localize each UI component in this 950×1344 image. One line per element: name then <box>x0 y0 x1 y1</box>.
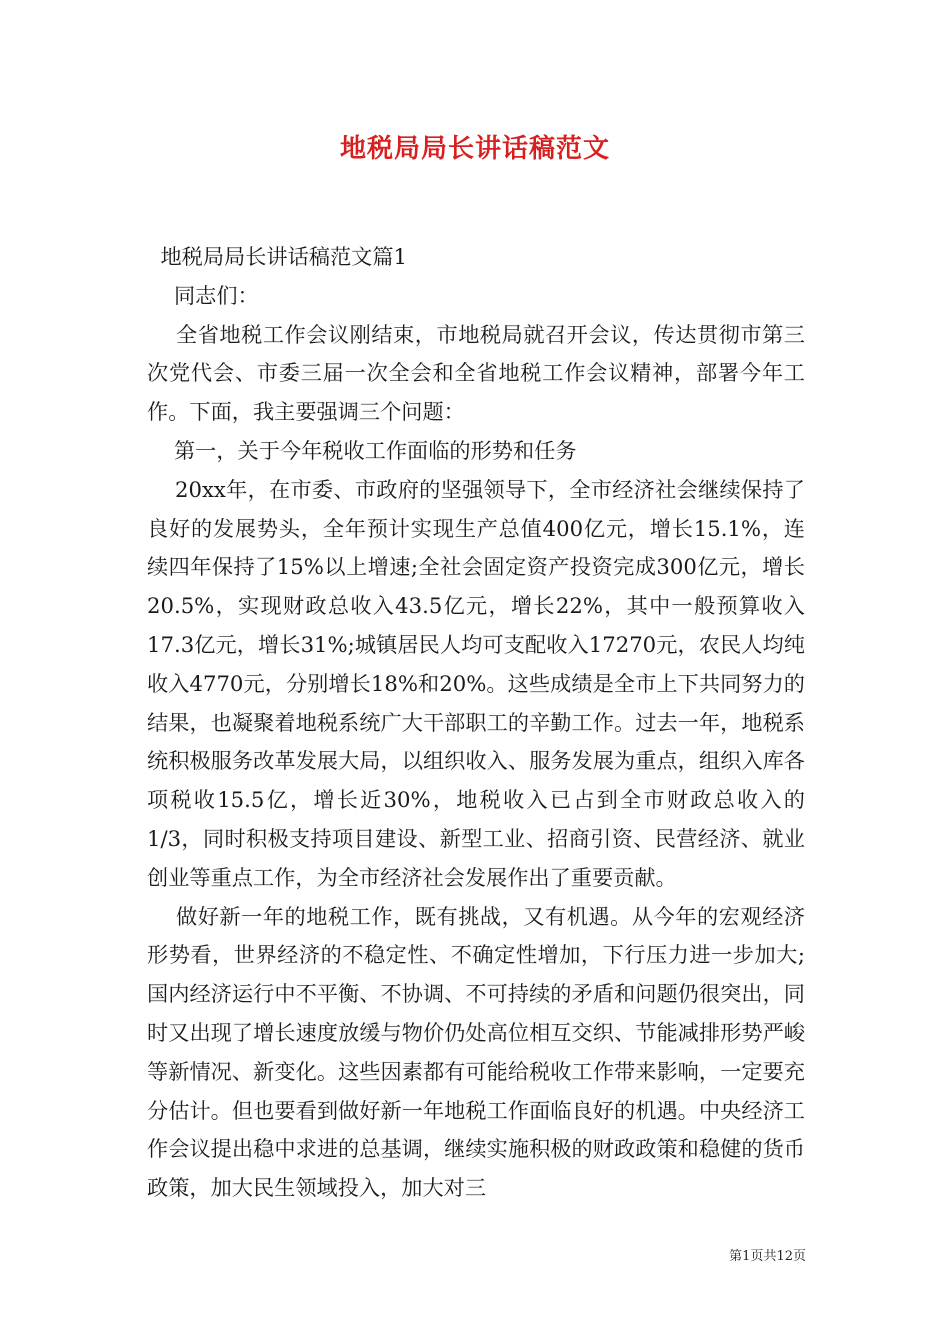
subheading: 第一，关于今年税收工作面临的形势和任务 <box>147 437 577 463</box>
paragraph: 做好新一年的地税工作，既有挑战，又有机遇。从今年的宏观经济形势看，世界经济的不稳定性、不确定性增加，下行压力进一步加大;国内经济运行中不平衡、不协调、不可持续的矛盾和问题仍很突出，同时又出现了增长速度放缓与物价仍处高位相互交织、节能减排形势严峻等新情况、新变化。这些因素都有可能给税收工作带来影响，一定要充分估计。但也要看到做好新一年地税工作面临良好的机遇。中央经济工作会议提出稳中求进的总基调，继续实施积极的财政政策和稳健的货币政策，加大民生领域投入，加大对三 <box>147 903 805 1201</box>
paragraph: 全省地税工作会议刚结束，市地税局就召开会议，传达贯彻市第三次党代会、市委三届一次全会和全省地税工作会议精神，部署今年工作。下面，我主要强调三个问题： <box>147 321 805 425</box>
document-body <box>147 238 805 1208</box>
paragraph: 20xx年，在市委、市政府的坚强领导下，全市经济社会继续保持了良好的发展势头，全年预计实现生产总值400亿元，增长15.1%，连续四年保持了15%以上增速;全社会固定资产投资完成300亿元，增长20.5%，实现财政总收入43.5亿元，增长22%，其中一般预算收入17.3亿元，增长31%;城镇居民人均可支配收入17270元，农民人均纯收入4770元，分别增长18%和20%。这些成绩是全市上下共同努力的结果，也凝聚着地税系统广大干部职工的辛勤工作。过去一年，地税系统积极服务改革发展大局，以组织收入、服务发展为重点，组织入库各项税收15.5亿，增长近30%，地税收入已占到全市财政总收入的1/3，同时积极支持项目建设、新型工业、招商引资、民营经济、就业创业等重点工作，为全市经济社会发展作出了重要贡献。 <box>147 476 805 890</box>
page-number: 第1页共12页 <box>729 1249 806 1264</box>
document-title: 地税局局长讲话稿范文 <box>339 134 610 164</box>
section-heading: 地税局局长讲话稿范文篇1 <box>147 244 408 269</box>
salutation: 同志们： <box>147 282 259 308</box>
